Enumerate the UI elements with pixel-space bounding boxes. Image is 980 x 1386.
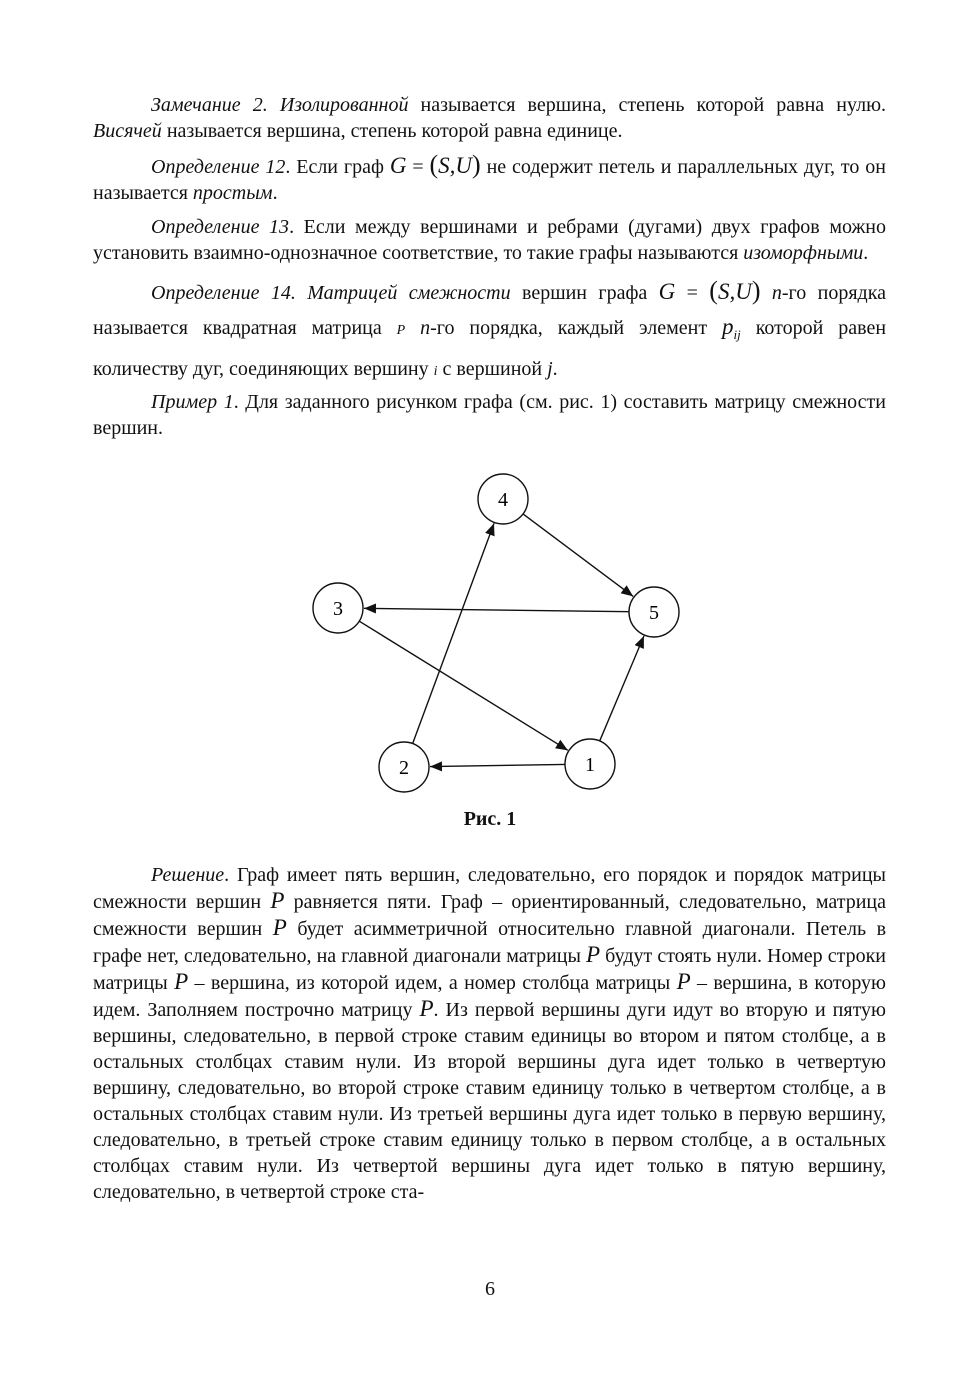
solution-text-3: будет асимметричной относительно главной диагонали. Петель в графе нет, следовательно, на главной диагонали матрицы	[93, 918, 887, 967]
arc-4-5	[523, 514, 633, 596]
solution-p-3: P	[586, 942, 601, 967]
figure-caption: Рис. 1	[463, 808, 517, 830]
pendant-term: Висячей	[93, 120, 162, 142]
vertex-layer	[313, 474, 679, 792]
def12-text-1: . Если граф	[285, 156, 390, 178]
vertex-5	[629, 587, 679, 637]
arc-layer	[359, 514, 644, 767]
solution-text-6: – вершина, в которую идем. Заполняем построчно матрицу	[93, 972, 886, 1021]
def12-set-su: S,U	[438, 153, 473, 178]
vertex-label: 2	[399, 757, 409, 779]
arc-1-5	[600, 636, 644, 741]
example-1	[93, 389, 886, 441]
def14-term: Матрицей смежности	[295, 282, 511, 304]
remark-text-1: называется вершина, степень которой равна нулю.	[408, 94, 887, 116]
solution-label: Решение	[151, 864, 225, 886]
graph-diagram	[0, 472, 980, 802]
def14-matrix-p: P	[396, 323, 406, 338]
solution-text-5: – вершина, из которой идем, а номер столбца матрицы	[188, 972, 677, 994]
vertex-4	[478, 474, 528, 524]
def13-term: изоморфными	[743, 242, 864, 264]
def14-close-paren: )	[751, 276, 761, 305]
def14-text-2: -го порядка называется квадратная матрица	[93, 282, 886, 339]
solution-p-6: P	[419, 996, 434, 1021]
def14-n-2: n	[405, 317, 431, 339]
definition-13	[93, 214, 886, 266]
vertex-3	[313, 583, 363, 633]
def14-n-1: n	[760, 282, 782, 304]
solution-p-5: P	[676, 969, 691, 994]
def13-label: Определение 13	[151, 216, 290, 238]
isolated-term: Изолированной	[279, 94, 409, 116]
def14-text-4: которой равен количеству дуг, соединяющих вершину	[93, 317, 887, 380]
def14-j: j	[547, 358, 553, 380]
solution-p-4: P	[174, 969, 189, 994]
def14-text-5: с вершиной	[437, 358, 548, 380]
def13-end: .	[863, 242, 869, 264]
example-label: Пример 1	[151, 391, 234, 413]
def14-text-1: вершин графа	[510, 282, 659, 304]
def13-text-1: . Если между вершинами и ребрами (дугами) двух графов можно установить взаимно-однозначное соответствие, то такие графы называются	[93, 216, 886, 264]
def12-text-2: не содержит петель и параллельных дуг, то он называется	[93, 156, 886, 204]
solution-text-2: равняется пяти. Граф – ориентированный, следовательно, матрица смежности вершин	[93, 891, 886, 940]
vertex-label: 3	[333, 598, 343, 620]
def12-open-paren: (	[429, 150, 439, 179]
text-block-top	[93, 92, 886, 441]
solution-text-1: . Граф имеет пять вершин, следовательно, его порядок и порядок матрицы смежности вершин	[93, 864, 886, 913]
graph-figure	[0, 472, 980, 802]
def14-open-paren: (	[709, 276, 718, 305]
definition-12	[93, 152, 886, 206]
def12-term: простым	[192, 182, 273, 204]
def14-text-3: -го порядка, каждый элемент	[430, 317, 723, 339]
def14-label: Определение 14.	[151, 282, 296, 304]
solution-block	[93, 862, 886, 1205]
remark-text-2: называется вершина, степень которой равна единице.	[161, 120, 623, 142]
def12-eq: =	[406, 156, 430, 178]
vertex-label: 1	[585, 754, 595, 776]
example-text: . Для заданного рисунком графа (см. рис. 1) составить матрицу смежности вершин.	[93, 391, 887, 439]
vertex-label: 4	[498, 489, 508, 511]
solution-text-4: будут стоять нули. Номер строки матрицы	[93, 945, 886, 994]
def14-ij: ij	[733, 327, 741, 342]
arc-3-1	[359, 621, 568, 750]
solution-paragraph	[93, 862, 886, 1205]
remark-label: Замечание 2.	[151, 94, 268, 116]
def14-i: i	[433, 364, 438, 379]
page-number: 6	[485, 1278, 495, 1300]
remark-2	[93, 92, 886, 144]
def14-eq: =	[675, 282, 710, 304]
arc-2-4	[413, 523, 494, 743]
def12-end: .	[272, 182, 278, 204]
arc-5-3	[364, 608, 629, 611]
vertex-2	[379, 742, 429, 792]
def14-set-su: S,U	[717, 279, 752, 304]
vertex-label: 5	[649, 602, 659, 624]
def14-end: .	[552, 358, 558, 380]
solution-text-7: . Из первой вершины дуги идут во вторую и пятую вершины, следовательно, в первой строке ставим единицы во втором и пятом столбце, а в остальных столбцах ставим нули. Из второй вершины дуга идет только в четвертую вершину, следовательно, во второй строке ставим единицу только в четвертом столбце, а в остальных столбцах ставим нули. Из третьей вершины дуга идет только в первую вершину, следовательно, в третьей строке ставим единицу только в первом столбце, а в остальных столбцах ставим нули. Из четвертой вершины дуга идет только в пятую вершину, следовательно, в четвертой строке ста-	[93, 999, 886, 1203]
def14-p: p	[722, 314, 734, 339]
solution-p-1: P	[270, 888, 285, 913]
vertex-1	[565, 739, 615, 789]
def12-close-paren: )	[472, 150, 481, 179]
solution-p-2: P	[272, 915, 287, 940]
def12-graph-g: G	[389, 153, 407, 178]
arc-1-2	[430, 764, 565, 766]
def14-graph-g: G	[658, 279, 676, 304]
def12-label: Определение 12	[151, 156, 286, 178]
definition-14	[93, 274, 886, 389]
